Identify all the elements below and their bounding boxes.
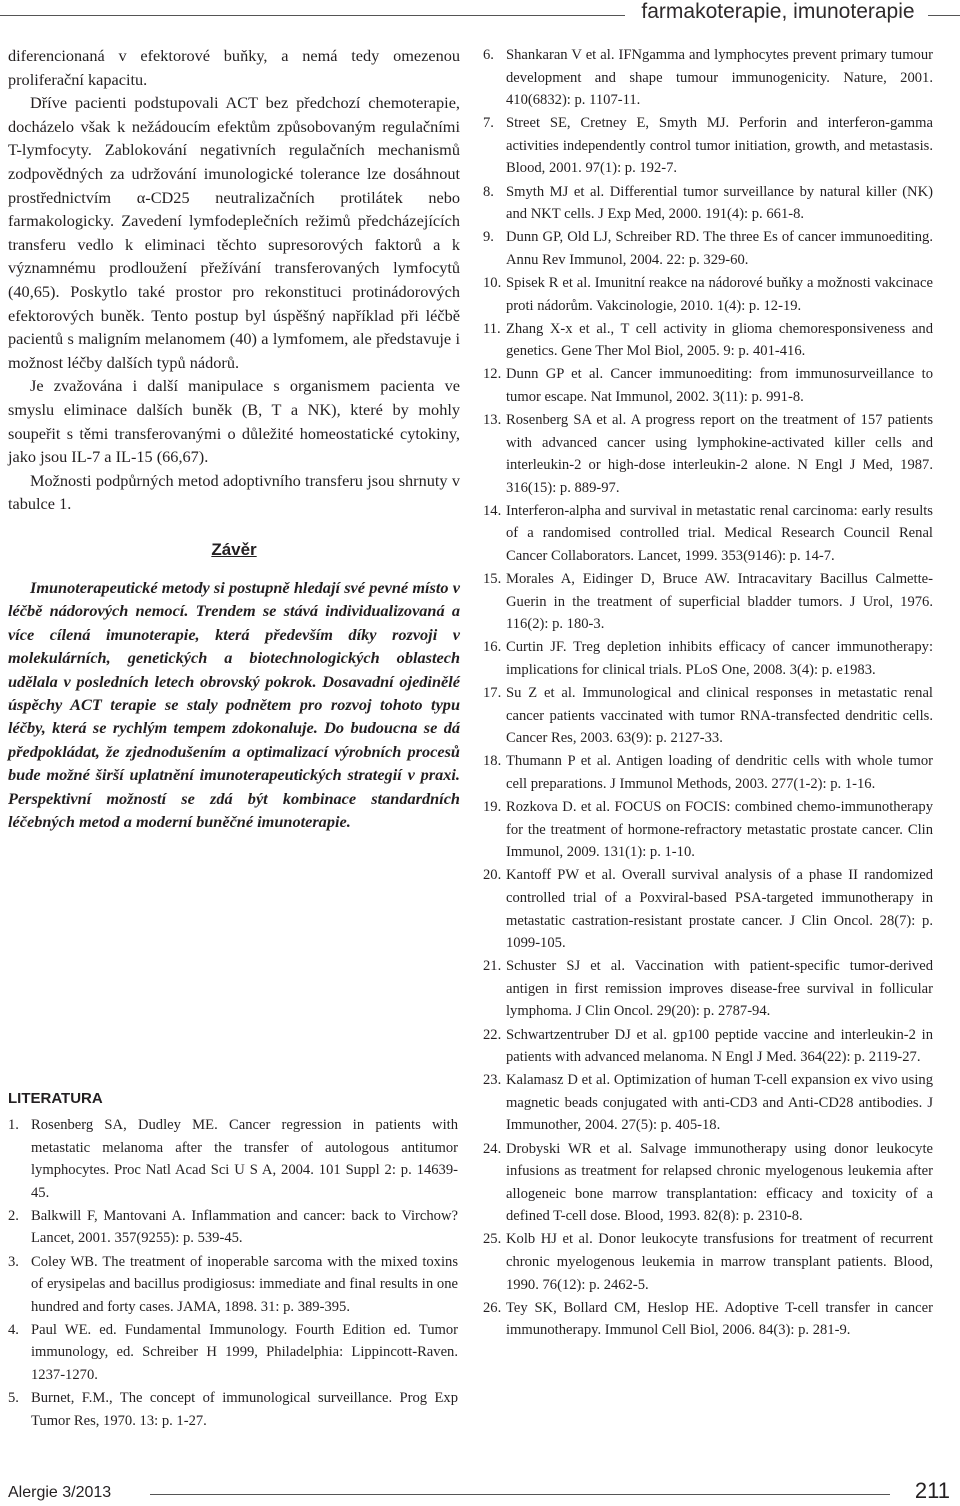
header-rule xyxy=(0,15,625,16)
reference-text: Shankaran V et al. IFNgamma and lymphocytes prevent primary tumour development and shape tumour immunogenicity. Nature, 2001. 410(6832): p. 1107-11. xyxy=(506,47,933,109)
reference-text: Rozkova D. et al. FOCUS on FOCIS: combined chemo-immunotherapy for the treatment of hormone-refractory metastatic prostate cancer. Clin Immunol, 2009. 131(1): p. 1-10. xyxy=(506,799,933,861)
reference-item xyxy=(483,409,933,499)
reference-list-right xyxy=(483,44,933,1342)
section-title: farmakoterapie, imunoterapie xyxy=(641,0,915,23)
reference-item xyxy=(483,226,933,271)
reference-item xyxy=(483,1297,933,1342)
reference-number: 22. xyxy=(483,1026,502,1043)
reference-number: 25. xyxy=(483,1231,502,1248)
reference-item xyxy=(483,750,933,795)
reference-number: 13. xyxy=(483,412,502,428)
journal-issue: Alergie 3/2013 xyxy=(8,1484,112,1501)
reference-item xyxy=(483,112,933,180)
reference-text: Smyth MJ et al. Differential tumor surveillance by natural killer (NK) and NKT cells. J Exp Med, 2000. 191(4): p. 661-8. xyxy=(506,183,933,223)
right-column xyxy=(483,44,933,1342)
conclusion-text: Imunoterapeutické metody si postupně hledají své pevné místo v léčbě nádorových nemocí. Trendem se stává individualizovaná a více cílená imunoterapie, která především díky rozvoji v molekulárních, genetických a biotechnologických oblastech udělala v posledních letech obrovský pokrok. Dosavadní ojedinělé úspěchy ACT terapie se staly podnětem pro rozvoj tohoto typu léčby, která se rychlým tempem zdokonaluje. Do budoucna se dá předpokládat, že zjednodušením a optimalizací výrobních procesů bude možné širší uplatnění imunoterapeutických strategií v praxi. Perspektivní možností se zdá být kombinace standardních léčebných metod a moderní buněčné imunoterapie. xyxy=(8,577,460,831)
reference-number: 24. xyxy=(483,1140,502,1157)
reference-number: 14. xyxy=(483,502,502,519)
reference-number: 15. xyxy=(483,571,502,588)
reference-number: 3. xyxy=(8,1253,19,1270)
left-column xyxy=(8,44,460,833)
reference-text: Schwartzentruber DJ et al. gp100 peptide vaccine and interleukin-2 in patients with advanced melanoma. N Engl J Med. 364(22): p. 2119-27. xyxy=(506,1026,933,1066)
paragraph-3: Je zvažována i další manipulace s organismem pacienta ve smyslu eliminace dalších buněk (B, T a NK), které by mohly soupeřit s těmi transferovanými o důležité homeostatické cytokiny, jako jsou IL-7 a IL-15 (66,67). xyxy=(8,376,460,467)
reference-item xyxy=(483,1069,933,1137)
reference-number: 2. xyxy=(8,1207,19,1224)
reference-item xyxy=(483,955,933,1023)
reference-number: 7. xyxy=(483,115,494,132)
reference-number: 12. xyxy=(483,366,502,383)
reference-number: 11. xyxy=(483,320,501,337)
reference-text: Balkwill F, Mantovani A. Inflammation and cancer: back to Virchow? Lancet, 2001. 357(9255): p. 539-45. xyxy=(31,1207,458,1247)
reference-text: Dunn GP, Old LJ, Schreiber RD. The three Es of cancer immunoediting. Annu Rev Immunol, 2004. 22: p. 329-60. xyxy=(506,229,933,268)
reference-text: Spisek R et al. Imunitní reakce na nádorové buňky a možnosti vakcinace proti nádorům. Vakcinologie, 2010. 1(4): p. 12-19. xyxy=(506,274,933,314)
header-rule-right xyxy=(928,15,960,16)
reference-number: 19. xyxy=(483,799,502,816)
reference-number: 23. xyxy=(483,1072,502,1089)
conclusion-heading: Závěr xyxy=(211,539,257,559)
reference-text: Curtin JF. Treg depletion inhibits efficacy of cancer immunotherapy: implications for clinical trials. PLoS One, 2008. 3(4): p. e1983. xyxy=(506,639,933,679)
reference-text: Rosenberg SA, Dudley ME. Cancer regression in patients with metastatic melanoma after the transfer of autologous antitumor lymphocytes. Proc Natl Acad Sci U S A, 2004. 101 Suppl 2: p. 14639-45. xyxy=(31,1117,458,1201)
reference-text: Tey SK, Bollard CM, Heslop HE. Adoptive T-cell transfer in cancer immunotherapy. Immunol Cell Biol, 2006. 84(3): p. 281-9. xyxy=(506,1299,933,1339)
reference-item xyxy=(483,796,933,864)
reference-item xyxy=(8,1114,458,1204)
reference-item xyxy=(483,636,933,681)
reference-text: Paul WE. ed. Fundamental Immunology. Fourth Edition ed. Tumor immunology, ed. Schreiber H 1999, Philadelphia: Lippincott-Raven. 1237-1270. xyxy=(31,1321,458,1384)
reference-text: Burnet, F.M., The concept of immunological surveillance. Prog Exp Tumor Res, 1970. 13: p. 1-27. xyxy=(31,1390,458,1429)
reference-text: Interferon-alpha and survival in metastatic renal carcinoma: early results of a randomised controlled trial. Medical Research Council Renal Cancer Collaborators. Lancet, 1999. 353(9146): p. 14-7. xyxy=(506,502,933,565)
reference-number: 17. xyxy=(483,685,502,702)
reference-number: 4. xyxy=(8,1321,19,1338)
reference-number: 26. xyxy=(483,1299,502,1316)
reference-text: Street SE, Cretney E, Smyth MJ. Perforin and interferon-gamma activities independently control tumor initiation, growth, and metastasis. Blood, 2001. 97(1): p. 192-7. xyxy=(506,115,933,177)
reference-item xyxy=(483,1138,933,1228)
reference-item xyxy=(8,1205,458,1250)
reference-list-left xyxy=(8,1114,458,1433)
reference-item xyxy=(483,363,933,408)
reference-item xyxy=(483,682,933,750)
reference-item xyxy=(483,1228,933,1296)
reference-number: 10. xyxy=(483,274,502,291)
reference-text: Kolb HJ et al. Donor leukocyte transfusions for treatment of recurrent chronic myelogenous leukemia in marrow transplant patients. Blood, 1990. 76(12): p. 2462-5. xyxy=(506,1231,933,1293)
reference-item xyxy=(483,272,933,317)
reference-text: Rosenberg SA et al. A progress report on the treatment of 157 patients with advanced cancer using lymphokine-activated killer cells and interleukin-2 or high-dose interleukin-2 alone. N Engl J Med, 1987. 316(15): p. 889-97. xyxy=(506,412,933,496)
footer-rule xyxy=(150,1494,890,1495)
reference-number: 6. xyxy=(483,47,494,63)
reference-text: Zhang X-x et al., T cell activity in glioma chemoresponsiveness and genetics. Gene Ther Mol Biol, 2005. 9: p. 401-416. xyxy=(506,320,933,360)
reference-number: 16. xyxy=(483,639,502,656)
page-number: 211 xyxy=(914,1478,950,1503)
reference-text: Drobyski WR et al. Salvage immunotherapy using donor leukocyte infusions as treatment for relapsed chronic myelogenous leukemia after allogeneic bone marrow transplantation: efficacy and toxicity of a defined T-cell dose. Blood, 1993. 82(8): p. 2310-8. xyxy=(506,1140,933,1225)
reference-item xyxy=(8,1387,458,1432)
reference-number: 5. xyxy=(8,1390,19,1407)
paragraph-4: Možnosti podpůrných metod adoptivního transferu jsou shrnuty v tabulce 1. xyxy=(8,470,460,514)
reference-item xyxy=(483,318,933,363)
reference-item xyxy=(483,500,933,568)
reference-number: 9. xyxy=(483,229,494,246)
reference-item xyxy=(483,864,933,954)
reference-text: Coley WB. The treatment of inoperable sarcoma with the mixed toxins of erysipelas and bacillus prodigiosus: immediate and final results in one hundred and forty cases. JAMA, 1898. 31: p. 389-395. xyxy=(31,1253,458,1315)
reference-number: 21. xyxy=(483,958,502,975)
paragraph-2: Dříve pacienti podstupovali ACT bez předchozí chemoterapie, docházelo však k nežádoucím efektům způsobovaným regulačními T-lymfocyty. Zablokování negativních regulačních mechanismů zodpovědných za udržování imunologické tolerance lze dosáhnout prostřednictvím α-CD25 neutralizačních protilátek nebo farmakologicky. Zavedení lymfodeplečních režimů předcházejících transferu vedlo k eliminaci těchto supresorových faktorů a k významnému prodloužení přežívání transferovaných lymfocytů (40,65). Poskytlo také prostor pro rekonstituci protinádorových efektorových buněk. Tento postup byl úspěšný například při léčbě pacientů s maligním melanomem (40) a lymfomem, ale představuje i možnost léčby dalších typů nádorů. xyxy=(8,93,460,372)
reference-text: Dunn GP et al. Cancer immunoediting: from immunosurveillance to tumor escape. Nat Immunol, 2002. 3(11): p. 991-8. xyxy=(506,366,933,405)
reference-text: Kalamasz D et al. Optimization of human T-cell expansion ex vivo using magnetic beads conjugated with anti-CD3 and Anti-CD28 antibodies. J Immunother, 2004. 27(5): p. 405-18. xyxy=(506,1072,933,1134)
literature-heading: LITERATURA xyxy=(8,1090,103,1107)
reference-item xyxy=(8,1251,458,1319)
reference-text: Schuster SJ et al. Vaccination with patient-specific tumor-derived antigen in first remission improves disease-free survival in follicular lymphoma. J Clin Oncol. 29(20): p. 2787-94. xyxy=(506,958,933,1020)
reference-number: 18. xyxy=(483,753,502,770)
reference-text: Su Z et al. Immunological and clinical responses in metastatic renal cancer patients vaccinated with tumor RNA-transfected dendritic cells. Cancer Res, 2003. 63(9): p. 2127-33. xyxy=(506,685,933,747)
reference-number: 8. xyxy=(483,183,494,200)
reference-item xyxy=(8,1319,458,1387)
reference-number: 20. xyxy=(483,867,502,884)
reference-text: Thumann P et al. Antigen loading of dendritic cells with whole tumor cell preparations. J Immunol Methods, 2003. 277(1-2): p. 1-16. xyxy=(506,753,933,792)
reference-text: Kantoff PW et al. Overall survival analysis of a phase II randomized controlled trial of a Poxviral-based PSA-targeted immunotherapy in metastatic castration-resistant prostate cancer. J Clin Oncol. 28(7): p. 1099-105. xyxy=(506,867,933,952)
paragraph-1: diferencionaná v efektorové buňky, a nemá tedy omezenou proliferační kapacitu. xyxy=(8,46,460,89)
reference-item xyxy=(483,181,933,226)
reference-item xyxy=(483,568,933,636)
reference-number: 1. xyxy=(8,1117,19,1133)
reference-text: Morales A, Eidinger D, Bruce AW. Intracavitary Bacillus Calmette-Guerin in the treatment of superficial bladder tumors. J Urol, 1976. 116(2): p. 180-3. xyxy=(506,571,933,633)
reference-item xyxy=(483,1024,933,1069)
reference-item xyxy=(483,44,933,112)
